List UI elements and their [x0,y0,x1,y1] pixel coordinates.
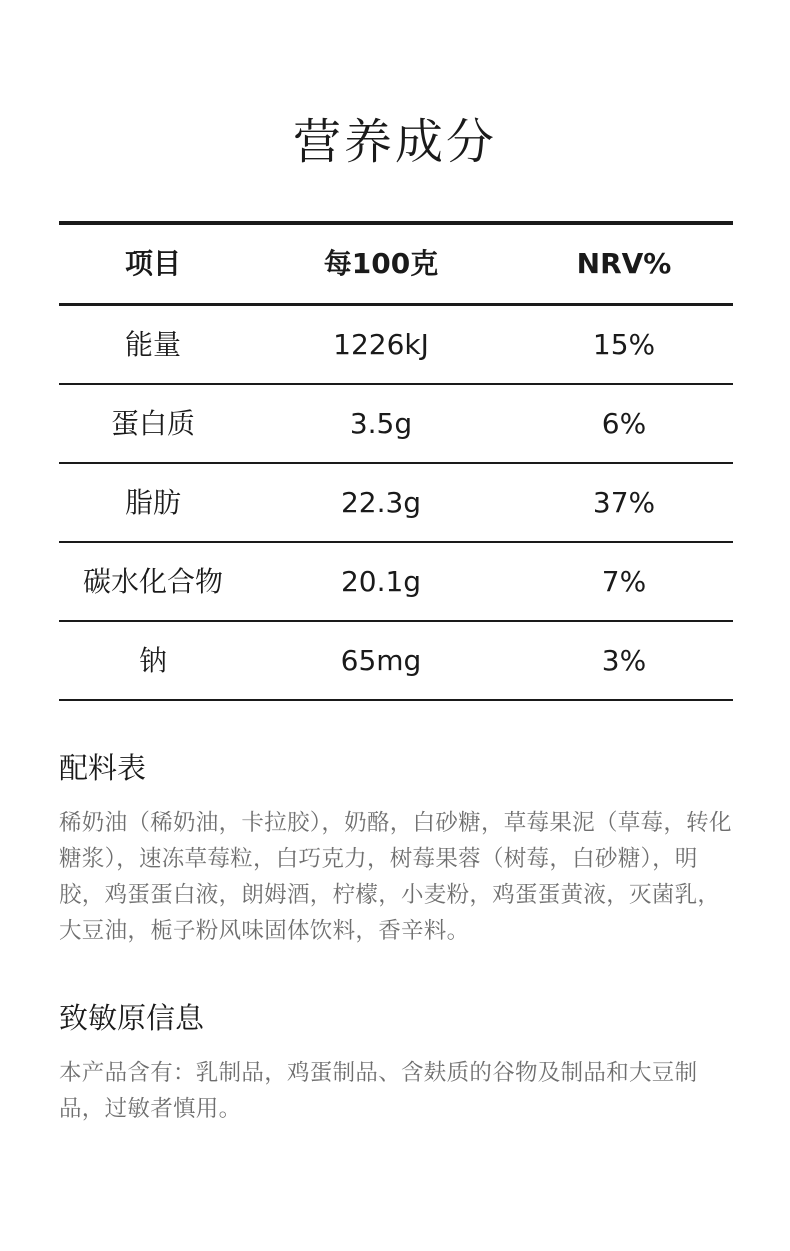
table-header [59,225,733,306]
cell-nrv: 37% [592,485,656,519]
header-nrv: NRV% [576,247,672,280]
table-row [59,543,733,622]
allergen-text: 本产品含有：乳制品，鸡蛋制品、含麸质的谷物及制品和大豆制品，过敏者慎用。 [59,1060,698,1122]
cell-nrv: 15% [592,327,656,361]
cell-per-100g: 65mg [340,643,422,677]
cell-item: 脂肪 [124,485,181,519]
cell-per-100g: 20.1g [340,564,422,598]
ingredients-text: 稀奶油（稀奶油，卡拉胶），奶酪，白砂糖，草莓果泥（草莓，转化糖浆），速冻草莓粒，白巧克力，树莓果蓉（树莓，白砂糖），明胶，鸡蛋蛋白液，朗姆酒，柠檬，小麦粉，鸡蛋蛋黄液，灭菌乳，大豆油，栀子粉风味固体饮料，香辛料。 [59,810,732,944]
cell-per-100g: 22.3g [340,485,422,519]
cell-item: 碳水化合物 [82,564,223,598]
table-row [59,306,733,385]
nutrition-table [59,221,733,701]
table-row [59,622,733,701]
cell-nrv: 3% [601,643,647,677]
cell-item: 能量 [124,327,181,361]
allergen-title: 致敏原信息 [59,1001,205,1035]
table-row [59,385,733,464]
ingredients-title: 配料表 [59,751,147,785]
cell-nrv: 7% [601,564,647,598]
header-item: 项目 [124,247,181,280]
cell-per-100g: 1226kJ [333,327,429,361]
cell-item: 蛋白质 [110,406,195,440]
cell-per-100g: 3.5g [349,406,413,440]
table-row [59,464,733,543]
cell-nrv: 6% [601,406,647,440]
cell-item: 钠 [138,643,167,677]
header-per-100g: 每100克 [323,247,439,280]
page-title: 营养成分 [292,114,497,170]
